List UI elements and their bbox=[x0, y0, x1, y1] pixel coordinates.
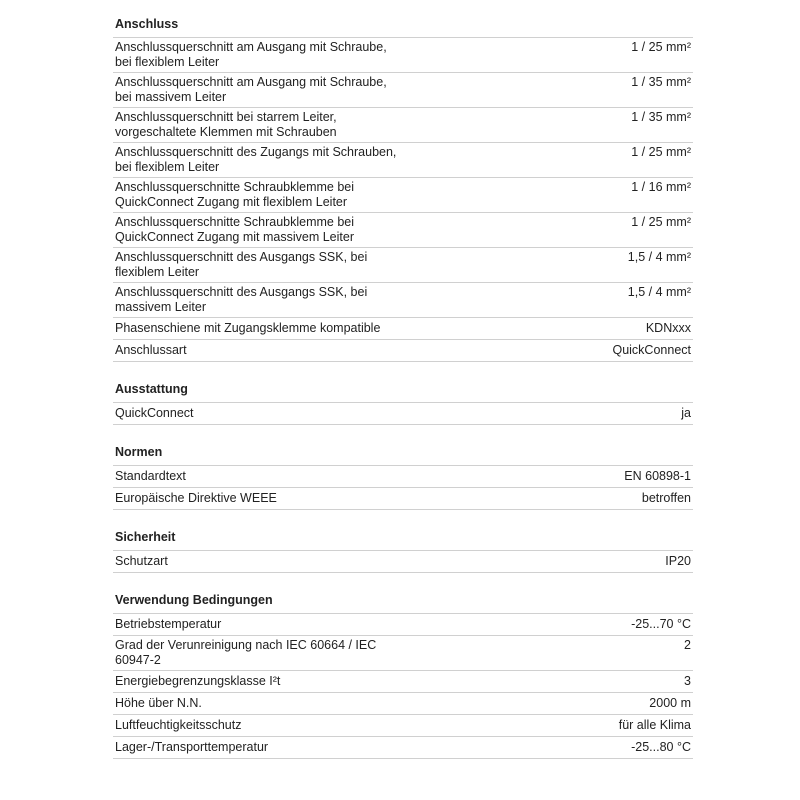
spec-label: Grad der Verunreinigung nach IEC 60664 / IEC 60947-2 bbox=[115, 638, 377, 667]
spec-value: EN 60898-1 bbox=[624, 469, 691, 483]
spec-value: für alle Klima bbox=[618, 718, 691, 732]
spec-label: Luftfeuchtigkeitsschutz bbox=[115, 718, 242, 732]
spec-row bbox=[113, 693, 693, 715]
spec-label: Europäische Direktive WEEE bbox=[115, 491, 277, 505]
spec-label: Energiebegrenzungsklasse I²t bbox=[115, 674, 281, 688]
spec-value: 1 / 25 mm² bbox=[631, 215, 691, 229]
spec-label: Anschlussquerschnitt am Ausgang mit Schraube, bei flexiblem Leiter bbox=[115, 40, 387, 69]
spec-table bbox=[113, 0, 693, 759]
spec-section bbox=[113, 17, 693, 362]
spec-label: Schutzart bbox=[115, 554, 168, 568]
spec-value: 2000 m bbox=[649, 696, 691, 710]
section-title: Normen bbox=[113, 445, 693, 466]
spec-label: Anschlussart bbox=[115, 343, 187, 357]
spec-section bbox=[113, 445, 693, 510]
spec-label: Anschlussquerschnitte Schraubklemme bei QuickConnect Zugang mit flexiblem Leiter bbox=[115, 180, 355, 209]
spec-value: QuickConnect bbox=[612, 343, 691, 357]
spec-row bbox=[113, 715, 693, 737]
spec-label: Anschlussquerschnitt bei starrem Leiter, vorgeschaltete Klemmen mit Schrauben bbox=[115, 110, 337, 139]
spec-value: 3 bbox=[684, 674, 691, 688]
spec-value: -25...70 °C bbox=[631, 617, 691, 631]
spec-row bbox=[113, 636, 693, 671]
spec-row bbox=[113, 143, 693, 178]
spec-row bbox=[113, 737, 693, 759]
spec-label: Anschlussquerschnitt am Ausgang mit Schraube, bei massivem Leiter bbox=[115, 75, 387, 104]
spec-value: 1 / 25 mm² bbox=[631, 40, 691, 54]
spec-section bbox=[113, 382, 693, 425]
section-title: Ausstattung bbox=[113, 382, 693, 403]
spec-row bbox=[113, 248, 693, 283]
spec-label: Anschlussquerschnitt des Zugangs mit Schrauben, bei flexiblem Leiter bbox=[115, 145, 397, 174]
spec-label: Betriebstemperatur bbox=[115, 617, 222, 631]
spec-value: 1,5 / 4 mm² bbox=[627, 285, 691, 299]
spec-label: Lager-/Transporttemperatur bbox=[115, 740, 269, 754]
spec-row bbox=[113, 318, 693, 340]
spec-value: ja bbox=[681, 406, 691, 420]
spec-label: Anschlussquerschnitt des Ausgangs SSK, bei flexiblem Leiter bbox=[115, 250, 368, 279]
spec-value: 1 / 35 mm² bbox=[631, 75, 691, 89]
spec-row bbox=[113, 108, 693, 143]
spec-value: -25...80 °C bbox=[631, 740, 691, 754]
spec-label: Anschlussquerschnitt des Ausgangs SSK, bei massivem Leiter bbox=[115, 285, 368, 314]
spec-section bbox=[113, 530, 693, 573]
spec-row bbox=[113, 178, 693, 213]
spec-label: Anschlussquerschnitte Schraubklemme bei QuickConnect Zugang mit massivem Leiter bbox=[115, 215, 355, 244]
spec-row bbox=[113, 551, 693, 573]
spec-label: Höhe über N.N. bbox=[115, 696, 202, 710]
spec-row bbox=[113, 213, 693, 248]
spec-row bbox=[113, 466, 693, 488]
section-title: Sicherheit bbox=[113, 530, 693, 551]
spec-row bbox=[113, 671, 693, 693]
spec-section bbox=[113, 593, 693, 759]
spec-row bbox=[113, 38, 693, 73]
spec-value: 2 bbox=[684, 638, 691, 652]
spec-row bbox=[113, 283, 693, 318]
spec-row bbox=[113, 403, 693, 425]
spec-row bbox=[113, 340, 693, 362]
spec-label: QuickConnect bbox=[115, 406, 194, 420]
spec-value: 1,5 / 4 mm² bbox=[627, 250, 691, 264]
spec-value: 1 / 25 mm² bbox=[631, 145, 691, 159]
section-title: Anschluss bbox=[113, 17, 693, 38]
spec-value: 1 / 16 mm² bbox=[631, 180, 691, 194]
spec-row bbox=[113, 488, 693, 510]
section-title: Verwendung Bedingungen bbox=[113, 593, 693, 614]
spec-row bbox=[113, 73, 693, 108]
spec-value: 1 / 35 mm² bbox=[631, 110, 691, 124]
spec-label: Standardtext bbox=[115, 469, 186, 483]
spec-row bbox=[113, 614, 693, 636]
spec-value: IP20 bbox=[665, 554, 691, 568]
spec-label: Phasenschiene mit Zugangsklemme kompatible bbox=[115, 321, 381, 335]
spec-value: KDNxxx bbox=[645, 321, 691, 335]
spec-value: betroffen bbox=[641, 491, 691, 505]
